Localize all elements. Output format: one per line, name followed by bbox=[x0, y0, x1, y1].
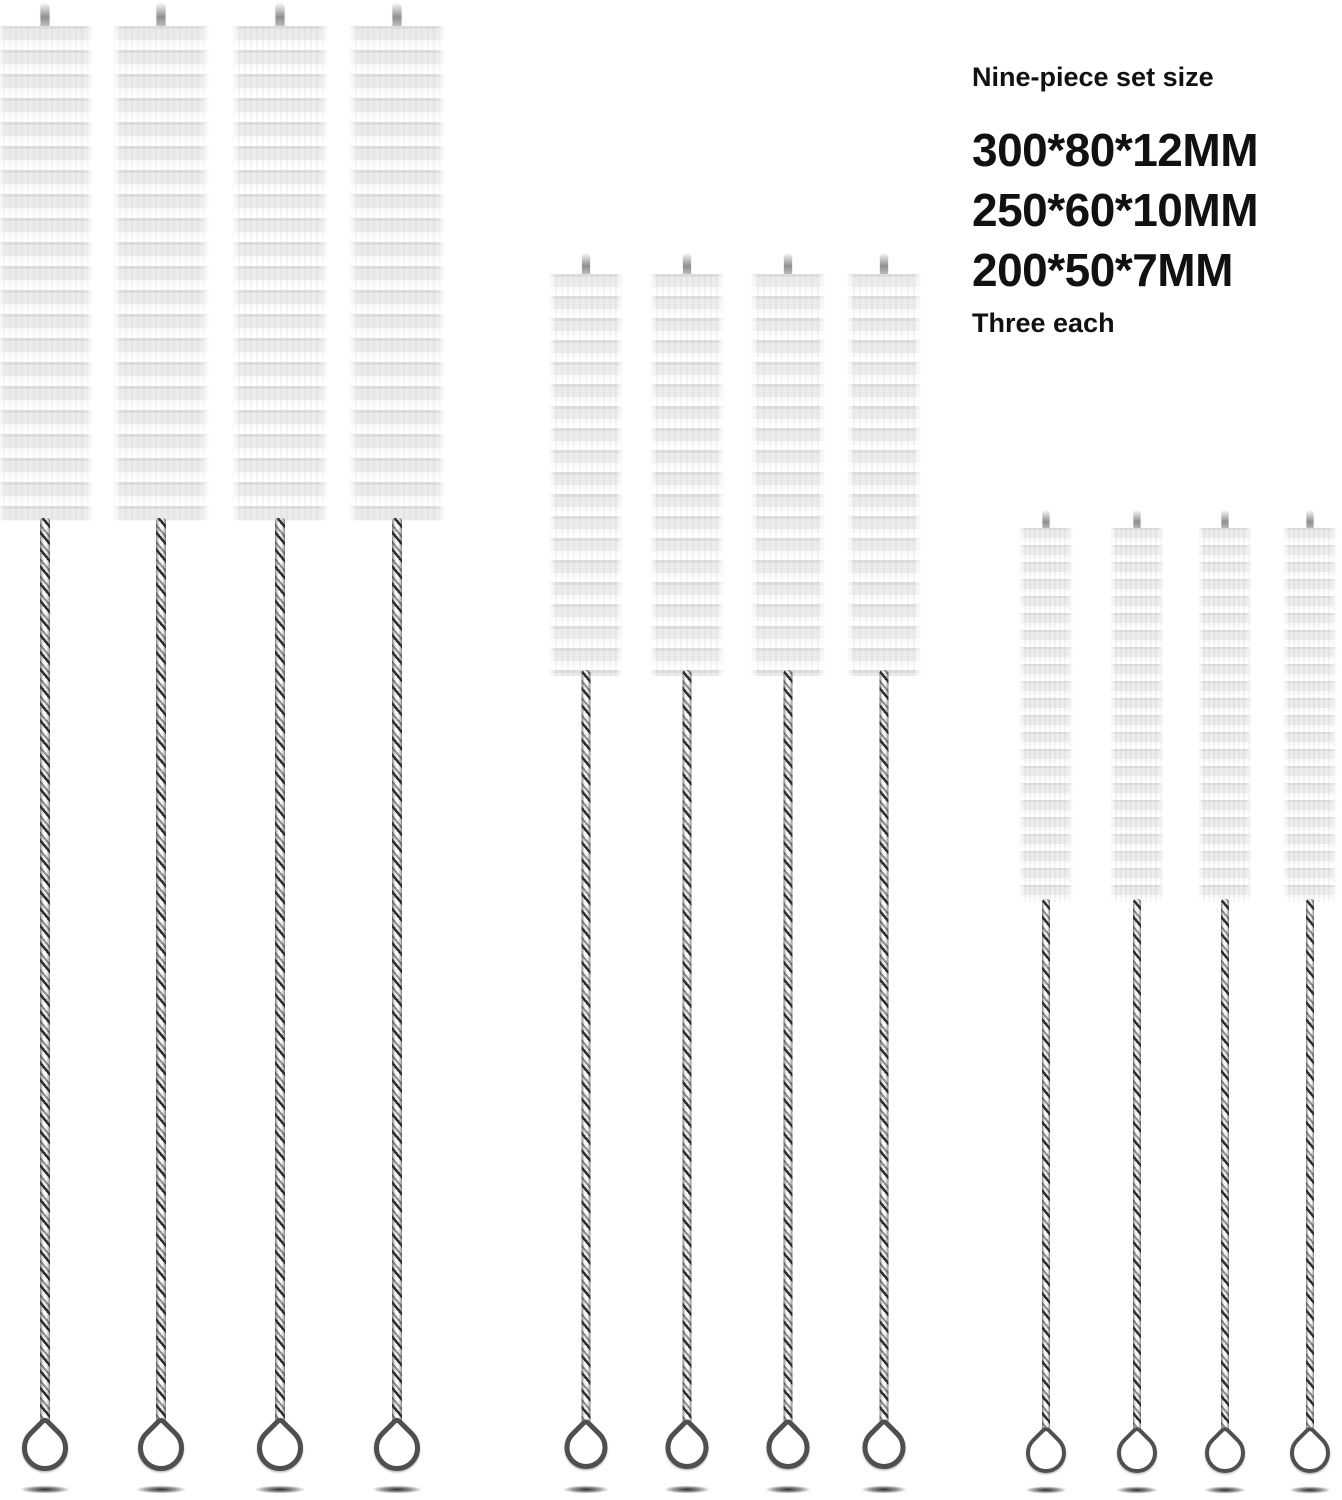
brush-wire-tip bbox=[41, 4, 50, 28]
brush-bristle-head bbox=[349, 26, 445, 521]
brush-shadow bbox=[554, 1484, 618, 1495]
straw-brush-medium-1 bbox=[549, 254, 623, 1495]
brush-wire-handle bbox=[1042, 899, 1050, 1432]
brush-wire-tip bbox=[276, 4, 285, 28]
straw-brush-medium-4 bbox=[847, 254, 921, 1495]
brush-wire-tip bbox=[393, 4, 402, 28]
brush-bristle-head bbox=[113, 26, 209, 521]
brush-wire-tip bbox=[683, 254, 691, 276]
brush-wire-handle bbox=[582, 670, 591, 1426]
straw-brush-large-2 bbox=[113, 4, 209, 1495]
straw-brush-large-3 bbox=[232, 4, 328, 1495]
brush-hanging-loop bbox=[1109, 1425, 1166, 1482]
brush-bristle-head bbox=[232, 26, 328, 521]
brush-shadow bbox=[1108, 1485, 1166, 1495]
brush-hanging-loop bbox=[128, 1415, 193, 1480]
brush-wire-tip bbox=[784, 254, 792, 276]
brush-wire-tip bbox=[157, 4, 166, 28]
brush-wire-handle bbox=[683, 670, 692, 1426]
brush-hanging-loop bbox=[364, 1415, 429, 1480]
straw-brush-medium-2 bbox=[650, 254, 724, 1495]
brush-bristle-head bbox=[847, 274, 921, 676]
brush-shadow bbox=[126, 1484, 196, 1495]
straw-brush-small-4 bbox=[1283, 511, 1337, 1495]
brush-shadow bbox=[852, 1484, 916, 1495]
brush-shadow bbox=[362, 1484, 432, 1495]
brush-bristle-head bbox=[1198, 528, 1252, 902]
annotation-heading: Nine-piece set size bbox=[972, 62, 1214, 92]
brush-hanging-loop bbox=[1197, 1425, 1254, 1482]
brush-hanging-loop bbox=[758, 1417, 819, 1478]
brush-hanging-loop bbox=[657, 1417, 718, 1478]
annotation-note: Three each bbox=[972, 308, 1115, 338]
size-line-small: 200*50*7MM bbox=[972, 244, 1233, 296]
brush-wire-handle bbox=[784, 670, 793, 1426]
brush-hanging-loop bbox=[854, 1417, 915, 1478]
brush-shadow bbox=[655, 1484, 719, 1495]
brush-wire-handle bbox=[40, 518, 50, 1424]
size-line-medium: 250*60*10MM bbox=[972, 184, 1259, 236]
brush-hanging-loop bbox=[12, 1415, 77, 1480]
brush-wire-handle bbox=[1133, 899, 1141, 1432]
brush-wire-handle bbox=[880, 670, 889, 1426]
brush-bristle-head bbox=[751, 274, 825, 676]
brush-shadow bbox=[10, 1484, 80, 1495]
brush-bristle-head bbox=[1283, 528, 1337, 902]
brush-shadow bbox=[1281, 1485, 1339, 1495]
brush-wire-handle bbox=[1221, 899, 1229, 1432]
brush-hanging-loop bbox=[556, 1417, 617, 1478]
straw-brush-small-1 bbox=[1019, 511, 1073, 1495]
straw-brush-medium-3 bbox=[751, 254, 825, 1495]
brush-hanging-loop bbox=[1018, 1425, 1075, 1482]
brush-wire-handle bbox=[392, 518, 402, 1424]
size-line-large: 300*80*12MM bbox=[972, 124, 1259, 176]
straw-brush-large-1 bbox=[0, 4, 93, 1495]
brush-shadow bbox=[245, 1484, 315, 1495]
straw-brush-small-2 bbox=[1110, 511, 1164, 1495]
brush-wire-handle bbox=[275, 518, 285, 1424]
brush-wire-handle bbox=[1306, 899, 1314, 1432]
brush-wire-tip bbox=[880, 254, 888, 276]
brush-shadow bbox=[756, 1484, 820, 1495]
straw-brush-small-3 bbox=[1198, 511, 1252, 1495]
brush-bristle-head bbox=[1019, 528, 1073, 902]
brush-hanging-loop bbox=[1282, 1425, 1339, 1482]
brush-hanging-loop bbox=[247, 1415, 312, 1480]
brush-shadow bbox=[1017, 1485, 1075, 1495]
brush-shadow bbox=[1196, 1485, 1254, 1495]
brush-bristle-head bbox=[549, 274, 623, 676]
brush-bristle-head bbox=[1110, 528, 1164, 902]
brush-bristle-head bbox=[650, 274, 724, 676]
straw-brush-large-4 bbox=[349, 4, 445, 1495]
brush-wire-tip bbox=[582, 254, 590, 276]
brush-bristle-head bbox=[0, 26, 93, 521]
brush-wire-handle bbox=[156, 518, 166, 1424]
